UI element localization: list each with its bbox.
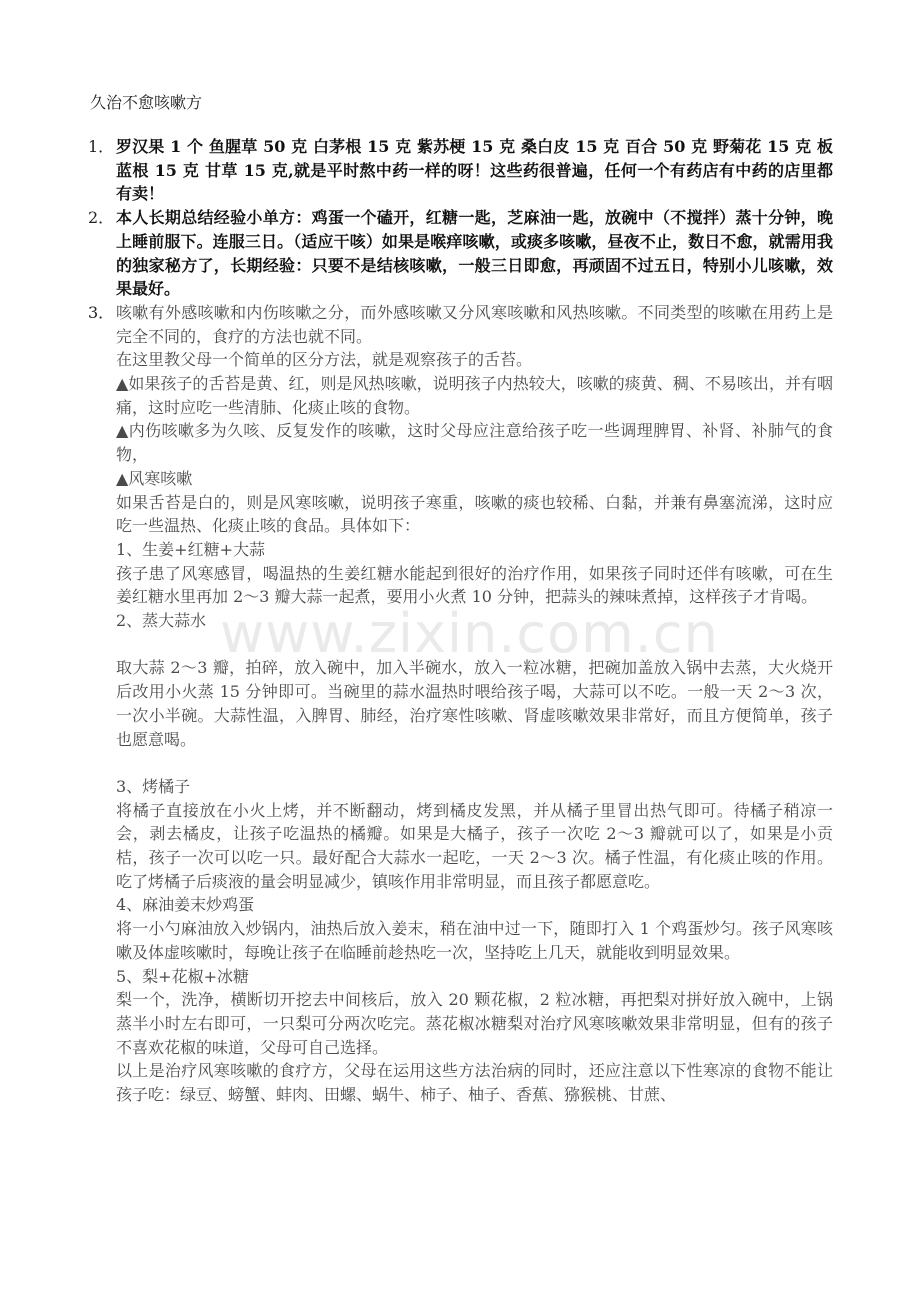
recipe-heading: 5、梨+花椒+冰糖 (116, 966, 249, 986)
list-item-3 (88, 301, 833, 1107)
item-number: 2． (88, 208, 115, 228)
item-number: 3． (88, 302, 115, 322)
paragraph: 将一小勺麻油放入炒锅内，油热后放入姜末，稍在油中过一下，随即打入 1 个鸡蛋炒匀。孩子风寒咳嗽及体虚咳嗽时，每晚让孩子在临睡前趁热吃一次，坚持吃上几天，就能收到明显效果。 (116, 919, 833, 962)
document-title: 久治不愈咳嗽方 (90, 93, 203, 112)
list-item-1 (88, 135, 833, 206)
section-heading: ▲风寒咳嗽 (116, 468, 193, 488)
paragraph: 以上是治疗风寒咳嗽的食疗方，父母在运用这些方法治病的同时，还应注意以下性寒凉的食物不能让孩子吃：绿豆、螃蟹、蚌肉、田螺、蜗牛、柿子、柚子、香蕉、猕猴桃、甘蔗、 (116, 1061, 833, 1105)
paragraph: 在这里教父母一个简单的区分方法，就是观察孩子的舌苔。 (116, 350, 533, 370)
recipe-heading: 1、生姜+红糖+大蒜 (116, 539, 265, 559)
recipe-heading: 3、烤橘子 (116, 776, 191, 796)
paragraph: 梨一个，洗净，横断切开挖去中间核后，放入 20 颗花椒，2 粒冰糖，再把梨对拼好放入碗中，上锅蒸半小时左右即可，一只梨可分两次吃完。蒸花椒冰糖梨对治疗风寒咳嗽效果非常明显，但有的孩子不喜欢花椒的味道，父母可自己选择。 (116, 990, 833, 1057)
watermark: www.zixin.com.cn (220, 602, 719, 665)
paragraph: 将橘子直接放在小火上烤，并不断翻动，烤到橘皮发黑，并从橘子里冒出热气即可。待橘子稍凉一会，剥去橘皮，让孩子吃温热的橘瓣。如果是大橘子，孩子一次吃 2～3 瓣就可以了，如果是小贡桔，孩子一次可以吃一只。最好配合大蒜水一起吃，一天 2～3 次。橘子性温，有化痰止咳的作用。吃了烤橘子后痰液的量会明显减少，镇咳作用非常明显，而且孩子都愿意吃。 (116, 800, 833, 891)
paragraph: 本人长期总结经验小单方：鸡蛋一个磕开，红糖一匙，芝麻油一匙，放碗中（不搅拌）蒸十分钟，晚上睡前服下。连服三日。（适应干咳）如果是喉痒咳嗽，或痰多咳嗽，昼夜不止，数日不愈，就需用我的独家秘方了，长期经验：只要不是结核咳嗽，一般三日即愈，再顽固不过五日，特别小儿咳嗽，效果最好。 (116, 208, 833, 299)
list-item-2 (88, 206, 833, 301)
paragraph: 孩子患了风寒感冒，喝温热的生姜红糖水能起到很好的治疗作用，如果孩子同时还伴有咳嗽，可在生姜红糖水里再加 2～3 瓣大蒜一起煮，要用小火煮 10 分钟，把蒜头的辣味煮掉，这样孩子才肯喝。 (116, 563, 833, 607)
remedy-list (88, 135, 833, 1107)
paragraph: 取大蒜 2～3 瓣，拍碎，放入碗中，加入半碗水，放入一粒冰糖，把碗加盖放入锅中去蒸，大火烧开后改用小火蒸 15 分钟即可。当碗里的蒜水温热时喂给孩子喝，大蒜可以不吃。一般一天 2～3 次，一次小半碗。大蒜性温，入脾胃、肺经，治疗寒性咳嗽、肾虚咳嗽效果非常好，而且方便简单，孩子也愿意喝。 (116, 658, 833, 749)
paragraph: 罗汉果 1 个 鱼腥草 50 克 白茅根 15 克 紫苏梗 15 克 桑白皮 15 克 百合 50 克 野菊花 15 克 板蓝根 15 克 甘草 15 克,就是平时熬中药一样的呀！这些药很普遍，任何一个有药店有中药的店里都有卖！ (116, 137, 833, 204)
blank-line (116, 751, 833, 775)
recipe-heading: 2、蒸大蒜水 (116, 611, 207, 631)
recipe-heading: 4、麻油姜末炒鸡蛋 (116, 895, 255, 915)
paragraph: 咳嗽有外感咳嗽和内伤咳嗽之分，而外感咳嗽又分风寒咳嗽和风热咳嗽。不同类型的咳嗽在用药上是完全不同的，食疗的方法也就不同。 (116, 302, 833, 346)
paragraph: ▲如果孩子的舌苔是黄、红，则是风热咳嗽，说明孩子内热较大，咳嗽的痰黄、稠、不易咳出，并有咽痛，这时应吃一些清肺、化痰止咳的食物。 (116, 374, 833, 417)
paragraph: 如果舌苔是白的，则是风寒咳嗽，说明孩子寒重，咳嗽的痰也较稀、白黏，并兼有鼻塞流涕，这时应吃一些温热、化痰止咳的食品。具体如下： (116, 492, 833, 536)
paragraph: ▲内伤咳嗽多为久咳、反复发作的咳嗽，这时父母应注意给孩子吃一些调理脾胃、补肾、补肺气的食物， (116, 421, 833, 465)
item-number: 1． (88, 137, 115, 156)
blank-line (116, 633, 833, 657)
